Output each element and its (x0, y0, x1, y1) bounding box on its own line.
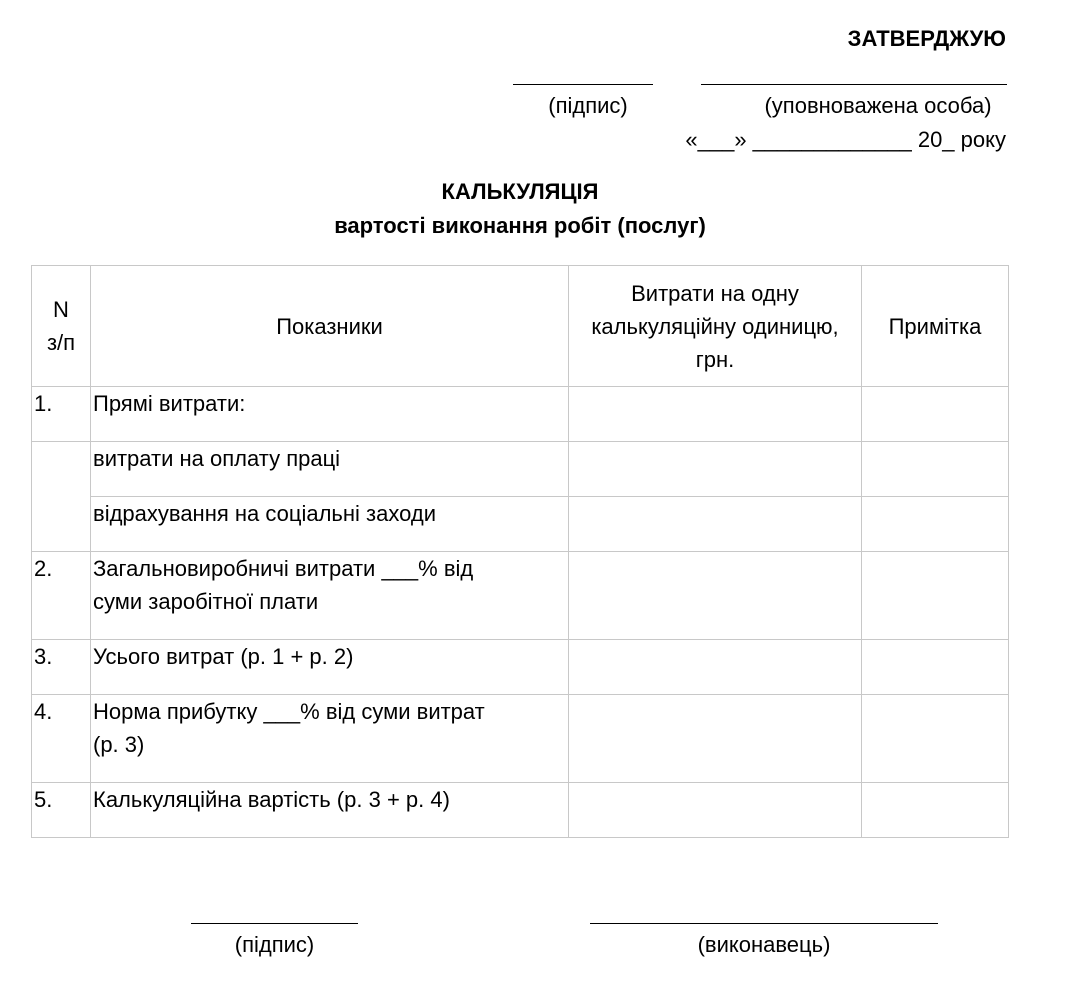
row-note-cell[interactable] (862, 552, 1009, 640)
table-row (32, 497, 1009, 552)
row-note-cell[interactable] (862, 640, 1009, 695)
calculation-table (31, 265, 1009, 838)
approval-heading: ЗАТВЕРДЖУЮ (847, 26, 1006, 51)
header-number-line1: N (53, 297, 69, 322)
row-indicator (91, 695, 569, 783)
header-indicators: Показники (91, 266, 569, 387)
row-cost-cell[interactable] (569, 442, 862, 497)
table-row (32, 640, 1009, 695)
row-note-cell[interactable] (862, 387, 1009, 442)
row-indicator-line2: (р. 3) (93, 732, 145, 757)
approver-person-line (701, 84, 1007, 85)
row-number: 4. (32, 695, 91, 783)
table-row (32, 387, 1009, 442)
row-indicator: відрахування на соціальні заходи (91, 497, 569, 552)
approver-signature-caption: (підпис) (548, 93, 628, 118)
header-number-line2: з/п (46, 330, 76, 355)
row-number: 3. (32, 640, 91, 695)
row-note-cell[interactable] (862, 442, 1009, 497)
row-cost-cell[interactable] (569, 640, 862, 695)
executor-name-line (590, 923, 938, 924)
row-number: 2. (32, 552, 91, 640)
row-indicator: Калькуляційна вартість (р. 3 + р. 4) (91, 783, 569, 838)
row-cost-cell[interactable] (569, 783, 862, 838)
row-indicator-line1: Норма прибутку ___% від суми витрат (93, 699, 485, 724)
approver-person-caption: (уповноважена особа) (764, 93, 992, 118)
row-cost-cell[interactable] (569, 387, 862, 442)
header-note: Примітка (862, 266, 1009, 387)
executor-signature-line (191, 923, 358, 924)
table-row (32, 552, 1009, 640)
table-row (32, 695, 1009, 783)
row-indicator: Усього витрат (р. 1 + р. 2) (91, 640, 569, 695)
document-subtitle: вартості виконання робіт (послуг) (334, 213, 706, 238)
row-number (32, 442, 91, 552)
header-cost-line1: Витрати на одну (631, 280, 799, 306)
row-cost-cell[interactable] (569, 695, 862, 783)
table-row (32, 442, 1009, 497)
row-indicator-line1: Загальновиробничі витрати ___% від (93, 556, 474, 581)
table-header-row (32, 266, 1009, 387)
row-indicator: витрати на оплату праці (91, 442, 569, 497)
row-cost-cell[interactable] (569, 552, 862, 640)
document-title: КАЛЬКУЛЯЦІЯ (441, 179, 599, 204)
row-indicator (91, 552, 569, 640)
header-cost (569, 266, 862, 387)
row-indicator-line2: суми заробітної плати (93, 589, 319, 614)
row-number: 5. (32, 783, 91, 838)
header-cost-line2: калькуляційну одиницю, (591, 313, 839, 339)
row-cost-cell[interactable] (569, 497, 862, 552)
approver-signature-line (513, 84, 653, 85)
header-number (32, 266, 91, 387)
footer-signature-caption: (підпис) (234, 932, 315, 957)
row-note-cell[interactable] (862, 695, 1009, 783)
row-note-cell[interactable] (862, 497, 1009, 552)
footer-executor-caption: (виконавець) (697, 932, 831, 957)
header-cost-line3: грн. (695, 346, 735, 372)
row-note-cell[interactable] (862, 783, 1009, 838)
table-row (32, 783, 1009, 838)
row-indicator: Прямі витрати: (91, 387, 569, 442)
approval-date-line: «___» _____________ 20_ року (685, 127, 1006, 152)
row-number: 1. (32, 387, 91, 442)
